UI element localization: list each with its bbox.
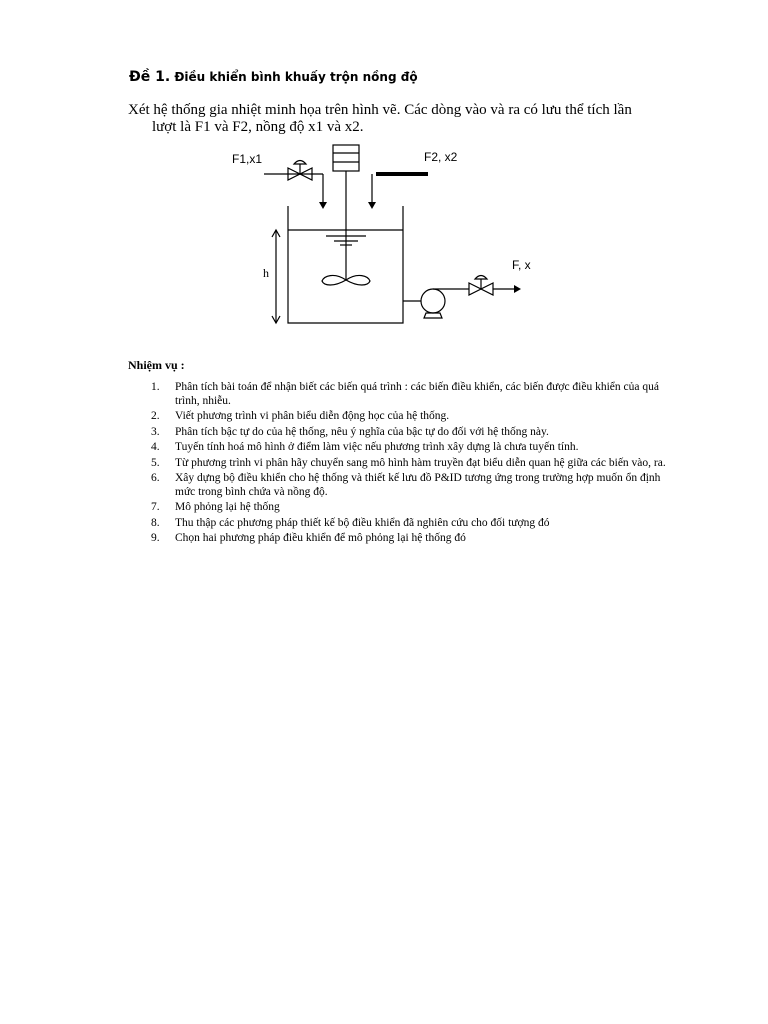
intro-paragraph (128, 102, 668, 136)
outlet-label: F, x (512, 258, 531, 272)
inlet1-label: F1,x1 (232, 152, 263, 166)
task-item: 8. Thu thập các phương pháp thiết kế bộ điều khiển đã nghiên cứu cho đối tượng đó (151, 516, 550, 529)
intro-line-2: lượt là F1 và F2, nồng độ x1 và x2. (152, 119, 364, 135)
exercise-title-text: Điều khiển bình khuấy trộn nồng độ (174, 70, 418, 84)
task-item: 6. Xây dựng bộ điều khiển cho hệ thống và thiết kế lưu đồ P&ID tương ứng trong trường hợp muốn ổn định mức trong bình chứa và nồng độ. (151, 472, 661, 498)
mixing-tank-diagram (228, 140, 528, 330)
impeller-blade-left (322, 275, 346, 285)
task-item: 1. Phân tích bài toán để nhận biết các biến quá trình : các biến điều khiển, các biến được điều khiển của quá trình, nhiễu. (151, 381, 659, 407)
impeller-blade-right (346, 275, 370, 285)
exercise-number: Đề 1. (129, 69, 171, 85)
pump-casing (421, 289, 445, 313)
level-label: h (263, 266, 269, 280)
inlet2-flow-arrow (368, 202, 376, 209)
pump-base (424, 313, 442, 318)
inlet1-flow-arrow (319, 202, 327, 209)
task-item: 5. Từ phương trình vi phân hãy chuyển sang mô hình hàm truyền đạt biểu diễn quan hệ giữa các biến vào, ra. (151, 456, 666, 469)
motor-box (333, 145, 359, 171)
task-list (148, 381, 668, 548)
task-item: 7. Mô phỏng lại hệ thống (151, 501, 280, 513)
inlet2-label: F2, x2 (424, 150, 458, 164)
outlet-valve-left (469, 283, 481, 295)
mixing-tank-figure (228, 140, 531, 330)
exercise-title (129, 69, 418, 85)
outlet-valve-right (481, 283, 493, 295)
task-item: 3. Phân tích bậc tự do của hệ thống, nêu ý nghĩa của bậc tự do đối với hệ thống này. (151, 425, 549, 438)
task-item: 2. Viết phương trình vi phân biểu diễn động học của hệ thống. (151, 410, 450, 422)
tasks-heading: Nhiệm vụ : (128, 358, 185, 372)
inlet1-valve-actuator (294, 161, 306, 165)
task-item: 4. Tuyến tính hoá mô hình ở điểm làm việc nếu phương trình xây dựng là chưa tuyến tính. (151, 441, 579, 453)
outlet-flow-arrow (514, 285, 521, 293)
outlet-valve-actuator (475, 276, 487, 280)
intro-line-1: Xét hệ thống gia nhiệt minh họa trên hình vẽ. Các dòng vào và ra có lưu thể tích lần (128, 102, 632, 118)
task-item: 9. Chọn hai phương pháp điều khiển để mô phỏng lại hệ thống đó (151, 532, 466, 544)
